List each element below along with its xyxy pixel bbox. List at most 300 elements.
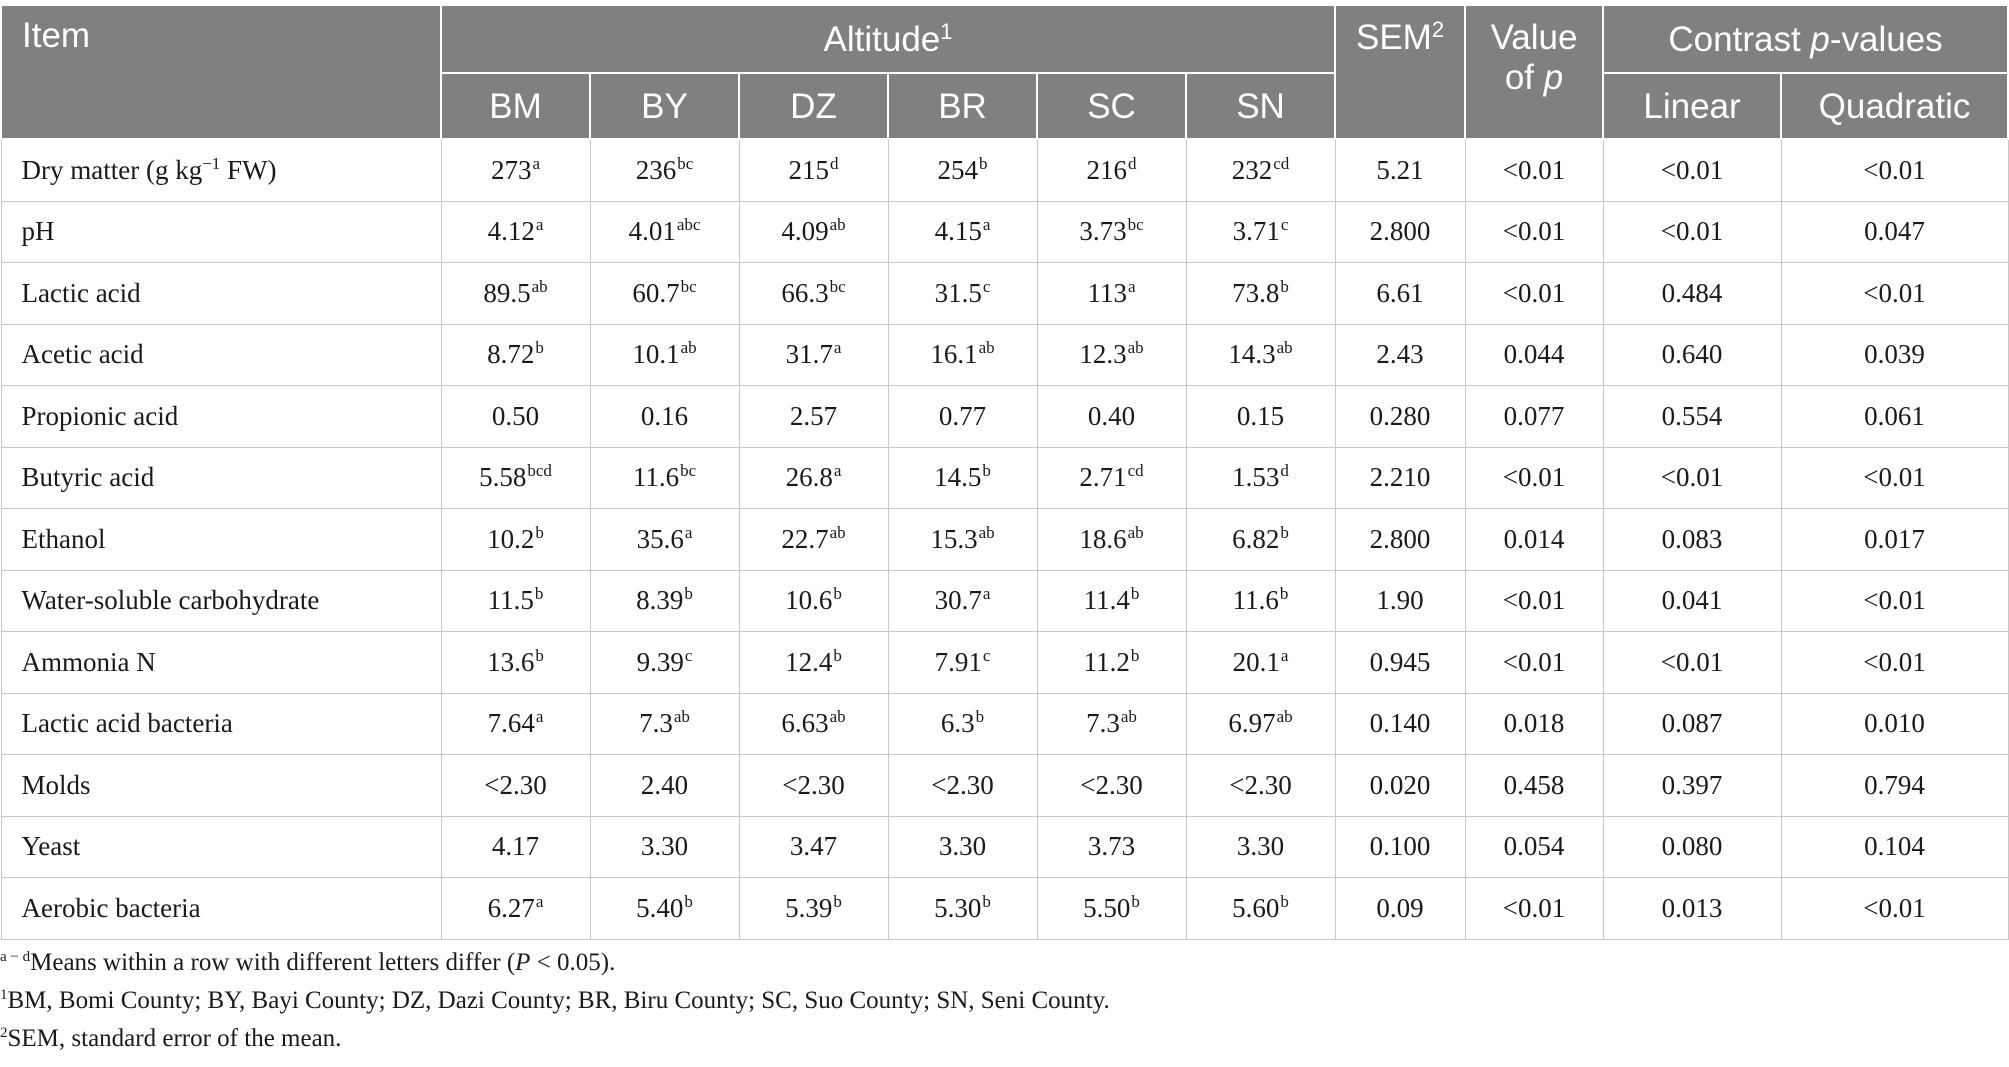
significance-letters: d bbox=[830, 153, 839, 173]
cell-sn bbox=[1186, 386, 1335, 448]
cell-p-value: 0.458 bbox=[1465, 755, 1603, 817]
footnote-sem-text: SEM, standard error of the mean. bbox=[7, 1025, 342, 1052]
table-row bbox=[1, 693, 2008, 755]
cell-value: 11.5 bbox=[487, 585, 534, 616]
cell-value: 0.15 bbox=[1236, 400, 1285, 431]
cell-quadratic: 0.794 bbox=[1781, 755, 2008, 817]
table-row bbox=[1, 139, 2008, 201]
cell-sc bbox=[1037, 755, 1186, 817]
cell-sem: 2.800 bbox=[1335, 509, 1465, 571]
cell-quadratic: 0.039 bbox=[1781, 324, 2008, 386]
cell-value: 11.4 bbox=[1083, 585, 1130, 616]
cell-sn bbox=[1186, 263, 1335, 325]
footnote-sem bbox=[0, 1020, 2007, 1058]
cell-sem: 2.43 bbox=[1335, 324, 1465, 386]
linear-column-header: Linear bbox=[1603, 73, 1781, 139]
cell-bm bbox=[441, 632, 590, 694]
cell-value: 5.50 bbox=[1083, 892, 1131, 923]
significance-letters: b bbox=[1279, 584, 1289, 604]
cell-value: 4.09 bbox=[781, 216, 829, 247]
significance-letters: c bbox=[982, 276, 991, 296]
cell-p-value: <0.01 bbox=[1465, 139, 1603, 201]
significance-letters: a bbox=[532, 153, 541, 173]
cell-value: 0.40 bbox=[1087, 400, 1136, 431]
cell-value: <2.30 bbox=[782, 769, 845, 800]
cell-sc bbox=[1037, 878, 1186, 940]
cell-quadratic: <0.01 bbox=[1781, 263, 2008, 325]
cell-sc bbox=[1037, 570, 1186, 632]
significance-letters: a bbox=[684, 522, 693, 542]
cell-value: 2.40 bbox=[640, 769, 689, 800]
cell-quadratic: <0.01 bbox=[1781, 878, 2008, 940]
cell-value: 11.6 bbox=[1232, 585, 1279, 616]
row-item-text: Butyric acid bbox=[21, 462, 155, 493]
cell-value: 2.71 bbox=[1079, 462, 1127, 493]
cell-value: 0.16 bbox=[640, 400, 689, 431]
row-item-text: pH bbox=[21, 216, 55, 247]
significance-letters: b bbox=[684, 891, 693, 911]
cell-br bbox=[888, 693, 1037, 755]
cell-sn bbox=[1186, 139, 1335, 201]
cell-bm bbox=[441, 570, 590, 632]
value-of-p-column-header bbox=[1465, 5, 1603, 139]
cell-sc bbox=[1037, 139, 1186, 201]
cell-value: 4.12 bbox=[487, 216, 535, 247]
cell-sn bbox=[1186, 632, 1335, 694]
cell-bm bbox=[441, 139, 590, 201]
cell-value: 9.39 bbox=[636, 646, 684, 677]
cell-value: 14.3 bbox=[1228, 339, 1276, 370]
cell-dz bbox=[739, 139, 888, 201]
row-item-unit-tail: FW) bbox=[220, 154, 277, 185]
cell-dz bbox=[739, 201, 888, 263]
cell-p-value: <0.01 bbox=[1465, 632, 1603, 694]
significance-letters: a bbox=[535, 707, 544, 727]
significance-letters: a bbox=[1280, 645, 1289, 665]
cell-sc bbox=[1037, 324, 1186, 386]
cell-value: 3.30 bbox=[938, 831, 987, 862]
cell-p-value: 0.077 bbox=[1465, 386, 1603, 448]
table-row bbox=[1, 201, 2008, 263]
cell-value: 215 bbox=[788, 154, 829, 185]
cell-p-value: <0.01 bbox=[1465, 878, 1603, 940]
cell-quadratic: <0.01 bbox=[1781, 447, 2008, 509]
cell-value: 4.15 bbox=[934, 216, 982, 247]
cell-p-value: <0.01 bbox=[1465, 570, 1603, 632]
cell-p-value: 0.044 bbox=[1465, 324, 1603, 386]
cell-value: 0.77 bbox=[938, 400, 987, 431]
table-body bbox=[1, 139, 2008, 939]
significance-letters: b bbox=[535, 338, 544, 358]
cell-linear: 0.041 bbox=[1603, 570, 1781, 632]
value-of-p-line1: Value bbox=[1490, 18, 1578, 57]
significance-letters: cd bbox=[1127, 461, 1144, 481]
cell-by bbox=[590, 632, 739, 694]
row-item-text: Acetic acid bbox=[21, 339, 144, 370]
table-row bbox=[1, 632, 2008, 694]
cell-value: 73.8 bbox=[1232, 277, 1280, 308]
cell-value: 20.1 bbox=[1232, 646, 1280, 677]
cell-sn bbox=[1186, 755, 1335, 817]
cell-value: 10.2 bbox=[487, 523, 535, 554]
cell-sc bbox=[1037, 447, 1186, 509]
row-item-label bbox=[1, 386, 441, 448]
cell-sc bbox=[1037, 386, 1186, 448]
significance-letters: abc bbox=[676, 215, 701, 235]
significance-letters: ab bbox=[680, 338, 697, 358]
cell-value: 3.73 bbox=[1079, 216, 1127, 247]
significance-letters: b bbox=[833, 891, 842, 911]
site-header-sn: SN bbox=[1186, 73, 1335, 139]
footnote-significance-marker: a − d bbox=[0, 949, 31, 965]
contrast-header-prefix: Contrast bbox=[1668, 19, 1811, 59]
significance-letters: b bbox=[535, 522, 544, 542]
significance-letters: ab bbox=[531, 276, 548, 296]
cell-dz bbox=[739, 816, 888, 878]
cell-value: 7.3 bbox=[1086, 708, 1120, 739]
footnote-significance-text: Means within a row with different letters differ ( bbox=[30, 949, 516, 976]
cell-bm bbox=[441, 263, 590, 325]
footnote-altitude-sites bbox=[0, 982, 2007, 1020]
row-item-label bbox=[1, 447, 441, 509]
cell-br bbox=[888, 816, 1037, 878]
row-item-text: Molds bbox=[21, 769, 91, 800]
row-item-unit-exponent: −1 bbox=[202, 153, 221, 173]
row-item-label bbox=[1, 201, 441, 263]
cell-dz bbox=[739, 878, 888, 940]
cell-value: 216 bbox=[1086, 154, 1127, 185]
cell-br bbox=[888, 447, 1037, 509]
cell-linear: <0.01 bbox=[1603, 201, 1781, 263]
cell-bm bbox=[441, 201, 590, 263]
significance-letters: b bbox=[1130, 584, 1140, 604]
footnote-significance-p: P bbox=[515, 949, 531, 976]
significance-letters: b bbox=[1280, 522, 1289, 542]
cell-by bbox=[590, 447, 739, 509]
cell-value: 5.30 bbox=[934, 892, 982, 923]
cell-by bbox=[590, 201, 739, 263]
cell-bm bbox=[441, 324, 590, 386]
significance-letters: bcd bbox=[527, 461, 552, 481]
significance-letters: d bbox=[1128, 153, 1137, 173]
cell-sn bbox=[1186, 509, 1335, 571]
contrast-header-p: p bbox=[1810, 19, 1830, 59]
footnote-sem-marker: 2 bbox=[0, 1025, 8, 1041]
cell-dz bbox=[739, 755, 888, 817]
cell-value: 5.40 bbox=[636, 892, 684, 923]
cell-linear: 0.554 bbox=[1603, 386, 1781, 448]
cell-quadratic: 0.010 bbox=[1781, 693, 2008, 755]
significance-letters: bc bbox=[677, 153, 694, 173]
cell-dz bbox=[739, 570, 888, 632]
cell-by bbox=[590, 755, 739, 817]
significance-letters: a bbox=[1127, 276, 1136, 296]
cell-value: 26.8 bbox=[785, 462, 833, 493]
cell-value: 7.64 bbox=[487, 708, 535, 739]
cell-value: 236 bbox=[635, 154, 677, 185]
cell-value: 3.30 bbox=[640, 831, 689, 862]
cell-value: 2.57 bbox=[789, 400, 838, 431]
significance-letters: bc bbox=[680, 276, 697, 296]
cell-value: 5.60 bbox=[1232, 892, 1280, 923]
cell-value: 6.27 bbox=[487, 892, 535, 923]
cell-quadratic: 0.017 bbox=[1781, 509, 2008, 571]
cell-br bbox=[888, 263, 1037, 325]
cell-value: 15.3 bbox=[930, 523, 978, 554]
row-item-label bbox=[1, 755, 441, 817]
significance-letters: ab bbox=[829, 707, 846, 727]
row-item-label bbox=[1, 570, 441, 632]
cell-value: 7.3 bbox=[639, 708, 673, 739]
significance-letters: b bbox=[1280, 891, 1289, 911]
cell-value: 273 bbox=[490, 154, 532, 185]
silage-quality-table bbox=[0, 4, 2009, 940]
cell-linear: <0.01 bbox=[1603, 447, 1781, 509]
cell-linear: 0.484 bbox=[1603, 263, 1781, 325]
cell-value: 11.6 bbox=[632, 462, 680, 493]
cell-value: 10.1 bbox=[632, 339, 680, 370]
cell-linear: <0.01 bbox=[1603, 139, 1781, 201]
cell-value: 18.6 bbox=[1079, 523, 1127, 554]
cell-dz bbox=[739, 386, 888, 448]
significance-letters: a bbox=[833, 461, 842, 481]
cell-sn bbox=[1186, 878, 1335, 940]
cell-br bbox=[888, 201, 1037, 263]
table-row bbox=[1, 878, 2008, 940]
cell-bm bbox=[441, 386, 590, 448]
cell-quadratic: <0.01 bbox=[1781, 632, 2008, 694]
site-header-sc: SC bbox=[1037, 73, 1186, 139]
quadratic-column-header: Quadratic bbox=[1781, 73, 2008, 139]
cell-linear: 0.083 bbox=[1603, 509, 1781, 571]
cell-linear: 0.397 bbox=[1603, 755, 1781, 817]
cell-value: 13.6 bbox=[487, 646, 535, 677]
significance-letters: bc bbox=[1127, 215, 1144, 235]
significance-letters: a bbox=[982, 584, 991, 604]
row-item-text: Ammonia N bbox=[21, 646, 156, 677]
site-header-by: BY bbox=[590, 73, 739, 139]
significance-letters: b bbox=[982, 891, 991, 911]
cell-br bbox=[888, 509, 1037, 571]
cell-value: 8.39 bbox=[636, 585, 684, 616]
cell-sem: 1.90 bbox=[1335, 570, 1465, 632]
cell-sem: 0.09 bbox=[1335, 878, 1465, 940]
cell-quadratic: <0.01 bbox=[1781, 570, 2008, 632]
row-item-label bbox=[1, 878, 441, 940]
site-header-dz: DZ bbox=[739, 73, 888, 139]
footnote-significance-tail: < 0.05). bbox=[530, 949, 616, 976]
cell-by bbox=[590, 693, 739, 755]
significance-letters: d bbox=[1280, 461, 1289, 481]
table-row bbox=[1, 755, 2008, 817]
cell-sn bbox=[1186, 324, 1335, 386]
cell-by bbox=[590, 509, 739, 571]
cell-value: 60.7 bbox=[632, 277, 680, 308]
footnote-altitude-text: BM, Bomi County; BY, Bayi County; DZ, Dazi County; BR, Biru County; SC, Suo County; SN, Seni County. bbox=[7, 987, 1110, 1014]
cell-bm bbox=[441, 878, 590, 940]
significance-letters: a bbox=[982, 215, 991, 235]
cell-by bbox=[590, 878, 739, 940]
cell-quadratic: 0.061 bbox=[1781, 386, 2008, 448]
cell-value: <2.30 bbox=[931, 769, 994, 800]
row-item-text: Lactic acid bbox=[21, 277, 141, 308]
row-item-label bbox=[1, 632, 441, 694]
cell-dz bbox=[739, 632, 888, 694]
cell-sc bbox=[1037, 693, 1186, 755]
cell-sem: 0.100 bbox=[1335, 816, 1465, 878]
cell-value: 14.5 bbox=[934, 462, 982, 493]
cell-br bbox=[888, 755, 1037, 817]
row-item-text: Yeast bbox=[21, 831, 81, 862]
significance-letters: ab bbox=[978, 522, 995, 542]
cell-br bbox=[888, 878, 1037, 940]
cell-sem: 0.280 bbox=[1335, 386, 1465, 448]
sem-footnote-marker: 2 bbox=[1431, 17, 1445, 42]
significance-letters: b bbox=[833, 584, 842, 604]
cell-p-value: 0.014 bbox=[1465, 509, 1603, 571]
cell-value: 89.5 bbox=[483, 277, 531, 308]
significance-letters: c bbox=[1280, 215, 1289, 235]
cell-sem: 0.945 bbox=[1335, 632, 1465, 694]
significance-letters: ab bbox=[1120, 707, 1137, 727]
cell-dz bbox=[739, 693, 888, 755]
cell-value: 12.3 bbox=[1079, 339, 1127, 370]
cell-p-value: <0.01 bbox=[1465, 201, 1603, 263]
row-item-text: Propionic acid bbox=[21, 400, 179, 431]
cell-bm bbox=[441, 509, 590, 571]
cell-quadratic: <0.01 bbox=[1781, 139, 2008, 201]
row-item-text: Water-soluble carbohydrate bbox=[21, 585, 320, 616]
cell-value: <2.30 bbox=[1229, 769, 1292, 800]
cell-value: 3.73 bbox=[1087, 831, 1136, 862]
sem-header-label: SEM bbox=[1355, 18, 1432, 57]
cell-p-value: <0.01 bbox=[1465, 447, 1603, 509]
table-footnotes bbox=[0, 944, 2007, 1058]
row-item-text: Ethanol bbox=[21, 523, 106, 554]
row-item-label bbox=[1, 816, 441, 878]
cell-linear: 0.087 bbox=[1603, 693, 1781, 755]
row-item-label bbox=[1, 263, 441, 325]
cell-br bbox=[888, 139, 1037, 201]
cell-linear: <0.01 bbox=[1603, 632, 1781, 694]
significance-letters: b bbox=[1280, 276, 1289, 296]
cell-sn bbox=[1186, 570, 1335, 632]
significance-letters: a bbox=[535, 891, 544, 911]
item-column-header bbox=[1, 5, 441, 139]
cell-bm bbox=[441, 693, 590, 755]
cell-quadratic: 0.104 bbox=[1781, 816, 2008, 878]
cell-linear: 0.080 bbox=[1603, 816, 1781, 878]
cell-sem: 6.61 bbox=[1335, 263, 1465, 325]
sem-column-header bbox=[1335, 5, 1465, 139]
cell-value: <2.30 bbox=[484, 769, 547, 800]
significance-letters: b bbox=[1130, 645, 1140, 665]
site-header-br: BR bbox=[888, 73, 1037, 139]
cell-br bbox=[888, 324, 1037, 386]
site-header-bm: BM bbox=[441, 73, 590, 139]
cell-value: 3.30 bbox=[1236, 831, 1285, 862]
cell-sn bbox=[1186, 201, 1335, 263]
cell-value: 5.58 bbox=[479, 462, 527, 493]
cell-sn bbox=[1186, 693, 1335, 755]
table-header bbox=[1, 5, 2008, 139]
cell-sc bbox=[1037, 816, 1186, 878]
significance-letters: c bbox=[684, 645, 693, 665]
table-row bbox=[1, 509, 2008, 571]
cell-by bbox=[590, 570, 739, 632]
cell-sc bbox=[1037, 263, 1186, 325]
cell-bm bbox=[441, 447, 590, 509]
significance-letters: b bbox=[833, 645, 842, 665]
item-header-label: Item bbox=[22, 16, 91, 55]
row-item-label bbox=[1, 139, 441, 201]
row-item-text: Lactic acid bacteria bbox=[21, 708, 233, 739]
cell-sem: 5.21 bbox=[1335, 139, 1465, 201]
cell-value: 254 bbox=[937, 154, 978, 185]
cell-by bbox=[590, 324, 739, 386]
significance-letters: ab bbox=[1127, 338, 1144, 358]
cell-value: 31.5 bbox=[934, 277, 982, 308]
cell-value: 66.3 bbox=[781, 277, 829, 308]
significance-letters: b bbox=[534, 584, 544, 604]
significance-letters: ab bbox=[1127, 522, 1144, 542]
cell-p-value: <0.01 bbox=[1465, 263, 1603, 325]
cell-sem: 2.800 bbox=[1335, 201, 1465, 263]
significance-letters: bc bbox=[680, 461, 697, 481]
altitude-footnote-marker: 1 bbox=[940, 18, 953, 44]
cell-quadratic: 0.047 bbox=[1781, 201, 2008, 263]
cell-p-value: 0.018 bbox=[1465, 693, 1603, 755]
row-item-text: Aerobic bacteria bbox=[21, 892, 201, 923]
significance-letters: b bbox=[979, 153, 988, 173]
cell-value: 35.6 bbox=[636, 523, 684, 554]
cell-value: 12.4 bbox=[785, 646, 833, 677]
cell-value: 3.47 bbox=[789, 831, 838, 862]
cell-dz bbox=[739, 324, 888, 386]
row-item-label bbox=[1, 693, 441, 755]
cell-value: 0.50 bbox=[491, 400, 540, 431]
cell-by bbox=[590, 139, 739, 201]
table-row bbox=[1, 816, 2008, 878]
significance-letters: ab bbox=[1276, 707, 1293, 727]
cell-value: 8.72 bbox=[487, 339, 535, 370]
cell-by bbox=[590, 816, 739, 878]
cell-p-value: 0.054 bbox=[1465, 816, 1603, 878]
altitude-group-header bbox=[441, 5, 1335, 73]
significance-letters: b bbox=[1131, 891, 1140, 911]
significance-letters: bc bbox=[829, 276, 846, 296]
row-item-label bbox=[1, 324, 441, 386]
cell-value: 4.01 bbox=[628, 216, 676, 247]
data-table-container bbox=[0, 4, 2007, 940]
cell-value: 1.53 bbox=[1232, 462, 1280, 493]
significance-letters: b bbox=[535, 645, 544, 665]
contrast-header-suffix: -values bbox=[1829, 19, 1943, 59]
cell-value: 232 bbox=[1231, 154, 1273, 185]
row-item-text: Dry matter (g kg bbox=[21, 154, 203, 185]
cell-value: 113 bbox=[1087, 277, 1127, 308]
significance-letters: ab bbox=[829, 522, 846, 542]
cell-by bbox=[590, 263, 739, 325]
significance-letters: a bbox=[535, 215, 544, 235]
cell-value: 4.17 bbox=[491, 831, 540, 862]
cell-sc bbox=[1037, 201, 1186, 263]
cell-linear: 0.013 bbox=[1603, 878, 1781, 940]
cell-br bbox=[888, 632, 1037, 694]
cell-sn bbox=[1186, 816, 1335, 878]
cell-value: <2.30 bbox=[1080, 769, 1143, 800]
table-row bbox=[1, 447, 2008, 509]
